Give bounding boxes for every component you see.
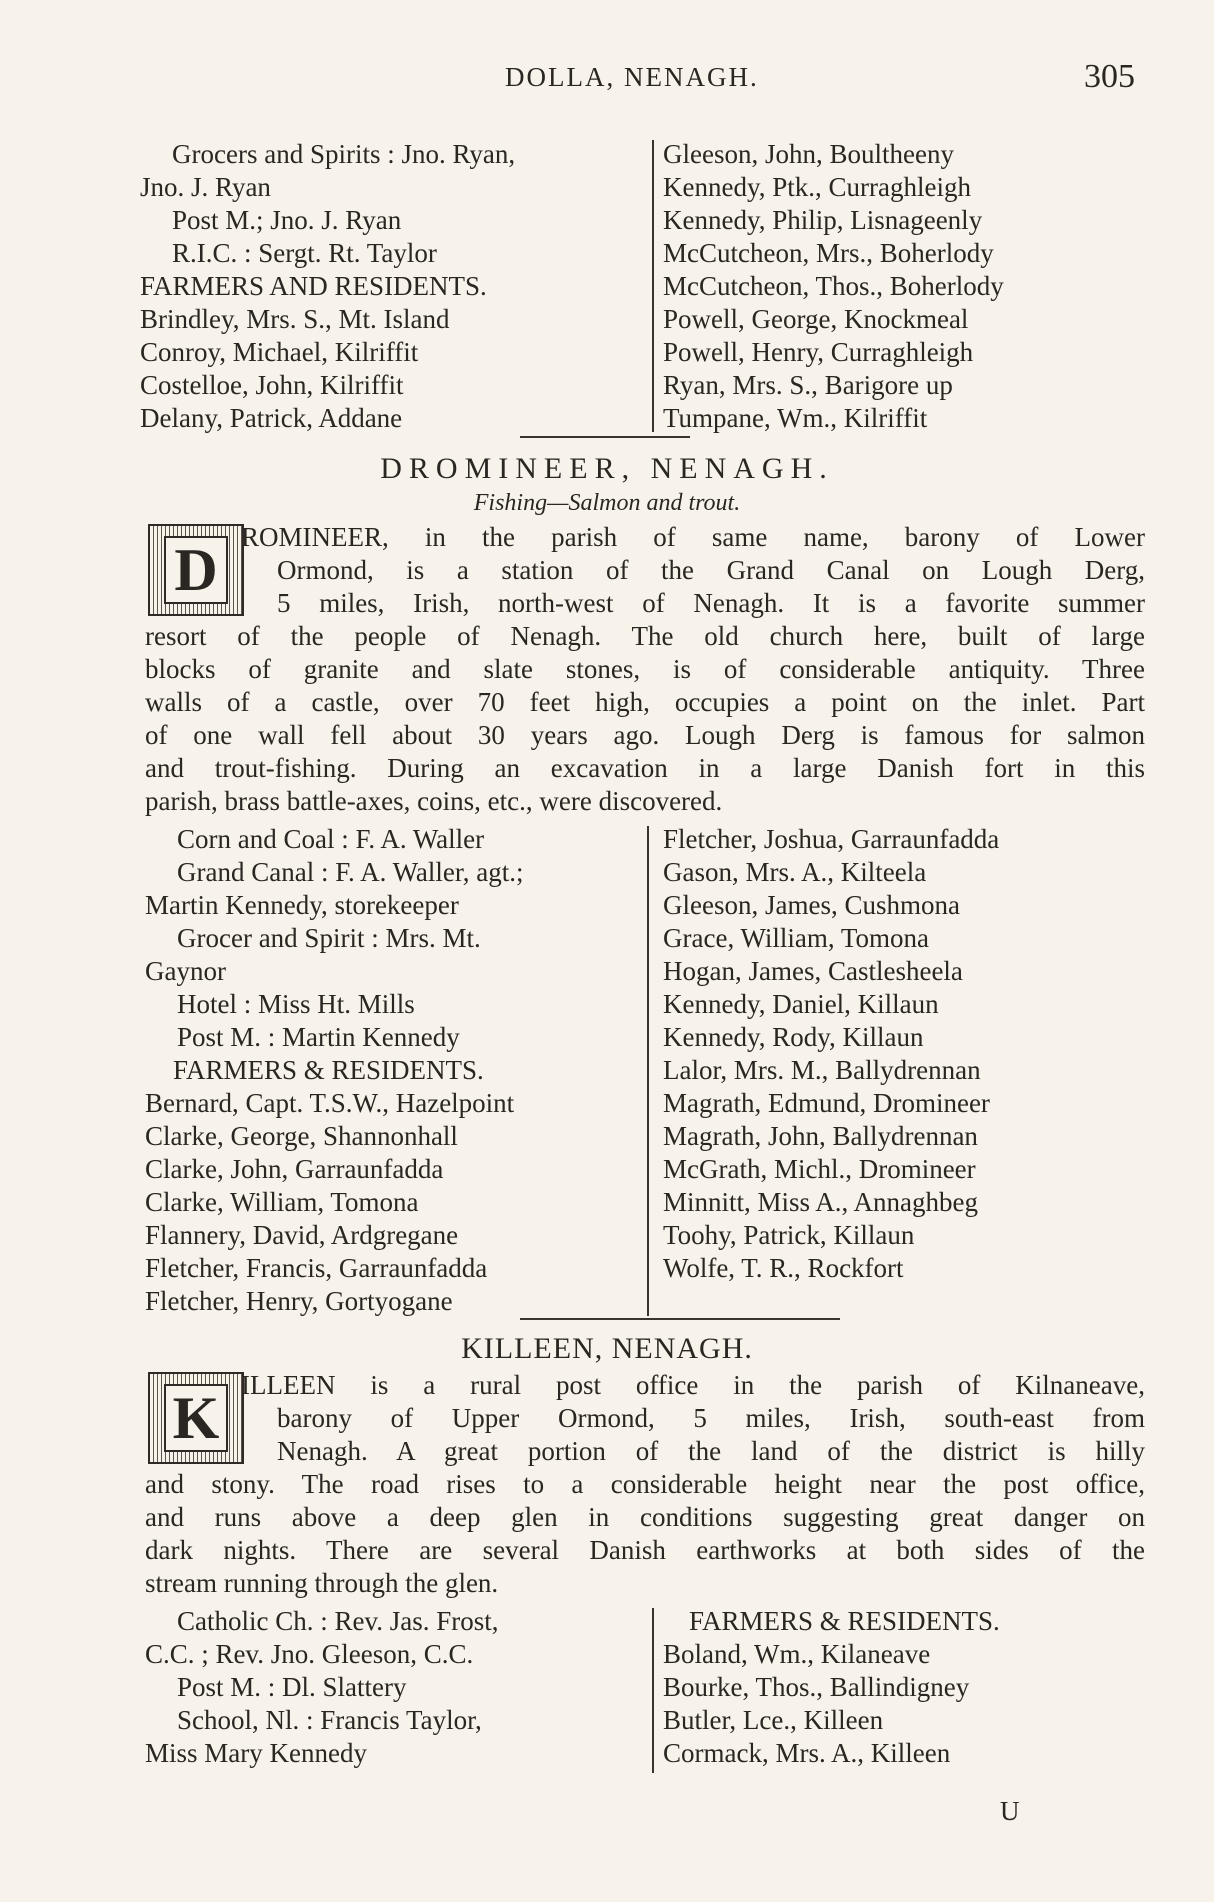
section-title-dromineer: DROMINEER, NENAGH.	[380, 452, 834, 485]
running-head	[0, 58, 1214, 98]
paragraph-line: 5 miles, Irish, north-west of Nenagh. It is a favorite summer	[277, 588, 1145, 618]
list-item: Powell, George, Knockmeal	[663, 304, 969, 334]
list-item: Flannery, David, Ardgregane	[145, 1220, 459, 1250]
list-item: Grocer and Spirit : Mrs. Mt.	[177, 923, 481, 953]
paragraph-line: and trout-fishing. During an excavation in a large Danish fort in this	[145, 753, 1145, 783]
section-heading: FARMERS & RESIDENTS.	[689, 1606, 1000, 1636]
paragraph-line: walls of a castle, over 70 feet high, occupies a point on the inlet. Part	[145, 687, 1145, 717]
dromineer-right-column	[663, 823, 999, 1285]
killeen-paragraph	[145, 1369, 1145, 1600]
paragraph-line: resort of the people of Nenagh. The old church here, built of large	[145, 621, 1145, 651]
list-item: Costelloe, John, Kilriffit	[140, 370, 404, 400]
dropcap-letter: K	[164, 1384, 228, 1452]
list-item: Miss Mary Kennedy	[145, 1738, 367, 1768]
list-item: Magrath, Edmund, Dromineer	[663, 1088, 990, 1118]
section-heading: FARMERS & RESIDENTS.	[173, 1055, 484, 1085]
signature-mark: U	[1000, 1796, 1020, 1826]
list-item: Kennedy, Daniel, Killaun	[663, 989, 939, 1019]
list-item: Jno. J. Ryan	[140, 172, 271, 202]
list-item: Cormack, Mrs. A., Killeen	[663, 1738, 951, 1768]
list-item: Boland, Wm., Kilaneave	[663, 1639, 931, 1669]
list-item: Wolfe, T. R., Rockfort	[663, 1253, 904, 1283]
column-divider	[652, 140, 654, 432]
list-item: Fletcher, Henry, Gortyogane	[145, 1286, 453, 1316]
section-rule	[520, 1318, 840, 1320]
section-title-killeen: KILLEEN, NENAGH.	[461, 1332, 753, 1365]
list-item: Kennedy, Ptk., Curraghleigh	[663, 172, 971, 202]
list-item: Clarke, George, Shannonhall	[145, 1121, 458, 1151]
list-item: Delany, Patrick, Addane	[140, 403, 403, 433]
list-item: Gleeson, James, Cushmona	[663, 890, 960, 920]
list-item: Grocers and Spirits : Jno. Ryan,	[172, 139, 516, 169]
dolla-right-column	[663, 138, 1004, 435]
list-item: Post M. : Dl. Slattery	[177, 1672, 407, 1702]
list-item: Fletcher, Francis, Garraunfadda	[145, 1253, 488, 1283]
list-item: School, Nl. : Francis Taylor,	[177, 1705, 482, 1735]
paragraph-line: Nenagh. A great portion of the land of the district is hilly	[277, 1436, 1145, 1466]
list-item: McGrath, Michl., Dromineer	[663, 1154, 976, 1184]
list-item: Fletcher, Joshua, Garraunfadda	[663, 824, 1000, 854]
section-rule	[520, 436, 690, 438]
list-item: Clarke, John, Garraunfadda	[145, 1154, 444, 1184]
list-item: McCutcheon, Mrs., Boherlody	[663, 238, 994, 268]
list-item: Hotel : Miss Ht. Mills	[177, 989, 415, 1019]
list-item: Lalor, Mrs. M., Ballydrennan	[663, 1055, 981, 1085]
page-number: 305	[1084, 58, 1135, 95]
list-item: Gason, Mrs. A., Kilteela	[663, 857, 927, 887]
paragraph-line: ROMINEER, in the parish of same name, barony of Lower	[241, 522, 1145, 552]
list-item: Grand Canal : F. A. Waller, agt.;	[177, 857, 524, 887]
paragraph-line: blocks of granite and slate stones, is of considerable antiquity. Three	[145, 654, 1145, 684]
dromineer-paragraph	[145, 521, 1145, 818]
dolla-left-column	[140, 138, 515, 435]
dropcap-letter: D	[164, 536, 228, 604]
paragraph-line: Ormond, is a station of the Grand Canal on Lough Derg,	[277, 555, 1145, 585]
list-item: Minnitt, Miss A., Annaghbeg	[663, 1187, 979, 1217]
list-item: Martin Kennedy, storekeeper	[145, 890, 459, 920]
list-item: Hogan, James, Castlesheela	[663, 956, 963, 986]
section-subtitle-dromineer: Fishing—Salmon and trout.	[473, 490, 741, 516]
list-item: Kennedy, Philip, Lisnageenly	[663, 205, 983, 235]
killeen-left-column	[145, 1605, 499, 1770]
running-title: DOLLA, NENAGH.	[505, 62, 759, 92]
list-item: Bernard, Capt. T.S.W., Hazelpoint	[145, 1088, 515, 1118]
list-item: Gaynor	[145, 956, 226, 986]
list-item: Catholic Ch. : Rev. Jas. Frost,	[177, 1606, 499, 1636]
list-item: Powell, Henry, Curraghleigh	[663, 337, 974, 367]
list-item: Corn and Coal : F. A. Waller	[177, 824, 485, 854]
list-item: Magrath, John, Ballydrennan	[663, 1121, 978, 1151]
list-item: Kennedy, Rody, Killaun	[663, 1022, 924, 1052]
paragraph-line: and runs above a deep glen in conditions suggesting great danger on	[145, 1502, 1145, 1532]
paragraph-line: of one wall fell about 30 years ago. Lough Derg is famous for salmon	[145, 720, 1145, 750]
list-item: C.C. ; Rev. Jno. Gleeson, C.C.	[145, 1639, 474, 1669]
list-item: Bourke, Thos., Ballindigney	[663, 1672, 970, 1702]
paragraph-line: parish, brass battle-axes, coins, etc., were discovered.	[145, 786, 723, 816]
dromineer-left-column	[145, 823, 524, 1318]
list-item: Butler, Lce., Killeen	[663, 1705, 884, 1735]
list-item: Conroy, Michael, Kilriffit	[140, 337, 419, 367]
list-item: Post M.; Jno. J. Ryan	[172, 205, 402, 235]
list-item: Tumpane, Wm., Kilriffit	[663, 403, 928, 433]
list-item: Brindley, Mrs. S., Mt. Island	[140, 304, 450, 334]
killeen-right-column	[663, 1605, 1000, 1770]
section-heading: FARMERS AND RESIDENTS.	[140, 271, 487, 301]
column-divider	[647, 826, 649, 1316]
paragraph-line: ILLEEN is a rural post office in the parish of Kilnaneave,	[241, 1370, 1145, 1400]
column-divider	[652, 1608, 654, 1773]
paragraph-line: barony of Upper Ormond, 5 miles, Irish, south-east from	[277, 1403, 1145, 1433]
list-item: Grace, William, Tomona	[663, 923, 929, 953]
list-item: McCutcheon, Thos., Boherlody	[663, 271, 1004, 301]
list-item: Clarke, William, Tomona	[145, 1187, 419, 1217]
paragraph-line: dark nights. There are several Danish earthworks at both sides of the	[145, 1535, 1145, 1565]
paragraph-line: stream running through the glen.	[145, 1568, 499, 1598]
list-item: Post M. : Martin Kennedy	[177, 1022, 460, 1052]
list-item: Toohy, Patrick, Killaun	[663, 1220, 915, 1250]
list-item: Gleeson, John, Boultheeny	[663, 139, 954, 169]
list-item: Ryan, Mrs. S., Barigore up	[663, 370, 953, 400]
paragraph-line: and stony. The road rises to a considerable height near the post office,	[145, 1469, 1145, 1499]
list-item: R.I.C. : Sergt. Rt. Taylor	[172, 238, 437, 268]
